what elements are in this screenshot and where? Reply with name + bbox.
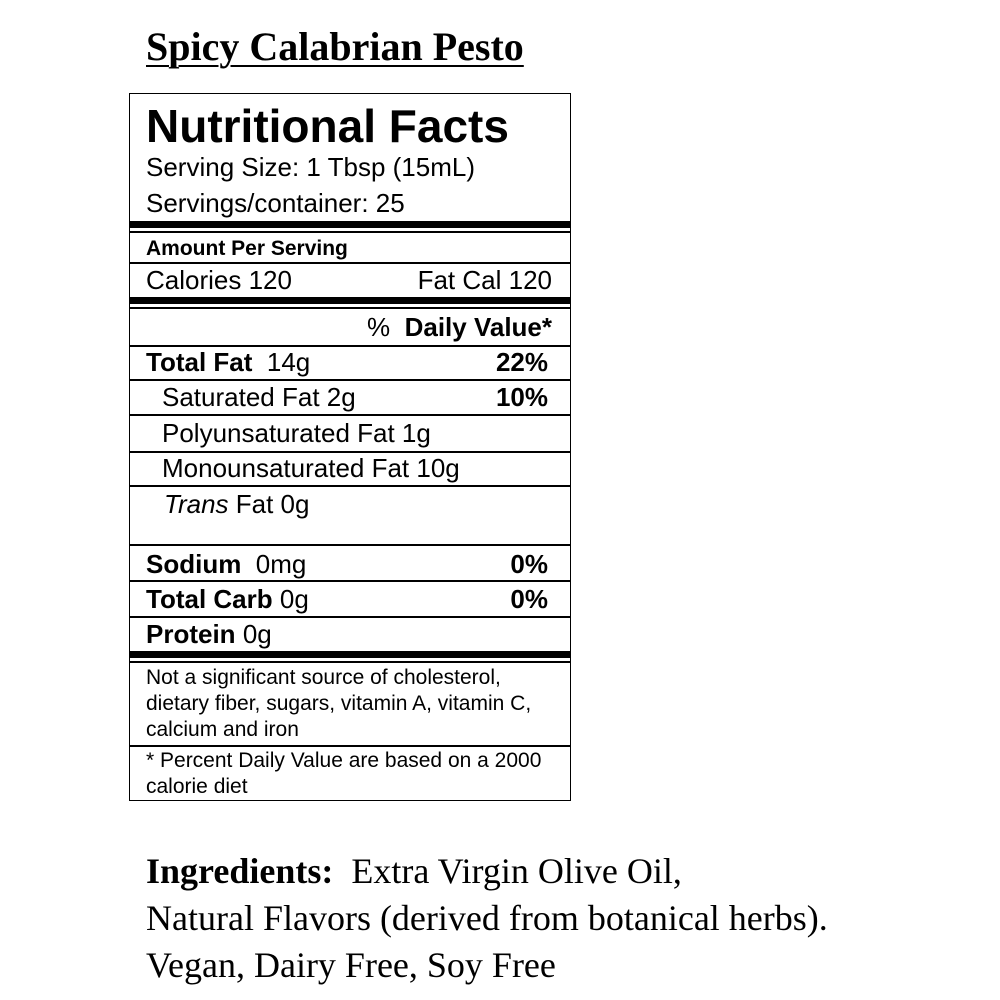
divider	[130, 485, 570, 487]
divider	[130, 414, 570, 416]
divider	[130, 616, 570, 618]
serving-size: Serving Size: 1 Tbsp (15mL)	[146, 152, 475, 182]
polyunsaturated-fat: Polyunsaturated Fat 1g	[162, 418, 431, 448]
saturated-fat-dv: 10%	[495, 382, 548, 412]
ingredients-line-3: Vegan, Dairy Free, Soy Free	[146, 945, 556, 985]
servings-per-container: Servings/container: 25	[146, 188, 405, 218]
divider-thick	[130, 651, 570, 658]
total-fat-amount: 14g	[266, 347, 311, 377]
divider	[130, 379, 570, 381]
sodium-row	[146, 549, 306, 579]
ingredients-line-2: Natural Flavors (derived from botanical herbs).	[146, 898, 828, 938]
divider-thick	[130, 297, 570, 304]
divider	[130, 262, 570, 264]
total-carb-dv: 0%	[510, 584, 548, 614]
ingredients-label: Ingredients:	[146, 851, 334, 891]
divider	[130, 745, 570, 747]
sodium-label: Sodium	[146, 549, 242, 579]
footnote-not-significant: Not a significant source of cholesterol, dietary fiber, sugars, vitamin A, vitamin C, calcium and iron	[146, 666, 532, 741]
percent-symbol: %	[367, 312, 391, 342]
product-title: Spicy Calabrian Pesto	[146, 24, 524, 69]
amount-per-serving: Amount Per Serving	[146, 237, 348, 260]
divider	[130, 580, 570, 582]
protein-amount: 0g	[242, 619, 272, 649]
divider-thick	[130, 221, 570, 228]
protein-row	[146, 619, 272, 649]
sodium-amount: 0mg	[255, 549, 307, 579]
monounsaturated-fat: Monounsaturated Fat 10g	[162, 453, 460, 483]
trans-fat-amount: Fat 0g	[228, 489, 310, 519]
ingredients-text-1: Extra Virgin Olive Oil,	[351, 851, 682, 891]
total-fat-label: Total Fat	[146, 347, 253, 377]
trans-fat-label: Trans	[164, 489, 229, 519]
divider	[130, 661, 570, 663]
fat-calories: Fat Cal 120	[417, 265, 552, 295]
sodium-dv: 0%	[510, 549, 548, 579]
ingredients-line-1	[146, 848, 986, 895]
footnote-daily-value: * Percent Daily Value are based on a 2000 calorie diet	[146, 749, 542, 798]
total-fat-dv: 22%	[495, 347, 548, 377]
daily-value-label: Daily Value*	[404, 312, 552, 342]
divider	[130, 307, 570, 309]
total-carb-row	[146, 584, 309, 614]
total-fat-row	[146, 347, 310, 377]
saturated-fat: Saturated Fat 2g	[162, 382, 356, 412]
nutrition-facts-panel	[129, 93, 571, 801]
nutrition-heading: Nutritional Facts	[146, 100, 509, 152]
protein-label: Protein	[146, 619, 236, 649]
daily-value-header	[367, 312, 552, 342]
total-carb-amount: 0g	[279, 584, 309, 614]
total-carb-label: Total Carb	[146, 584, 273, 614]
trans-fat	[164, 489, 309, 519]
ingredients-statement	[146, 848, 986, 989]
divider	[130, 544, 570, 546]
calories: Calories 120	[146, 265, 292, 295]
divider	[130, 231, 570, 233]
